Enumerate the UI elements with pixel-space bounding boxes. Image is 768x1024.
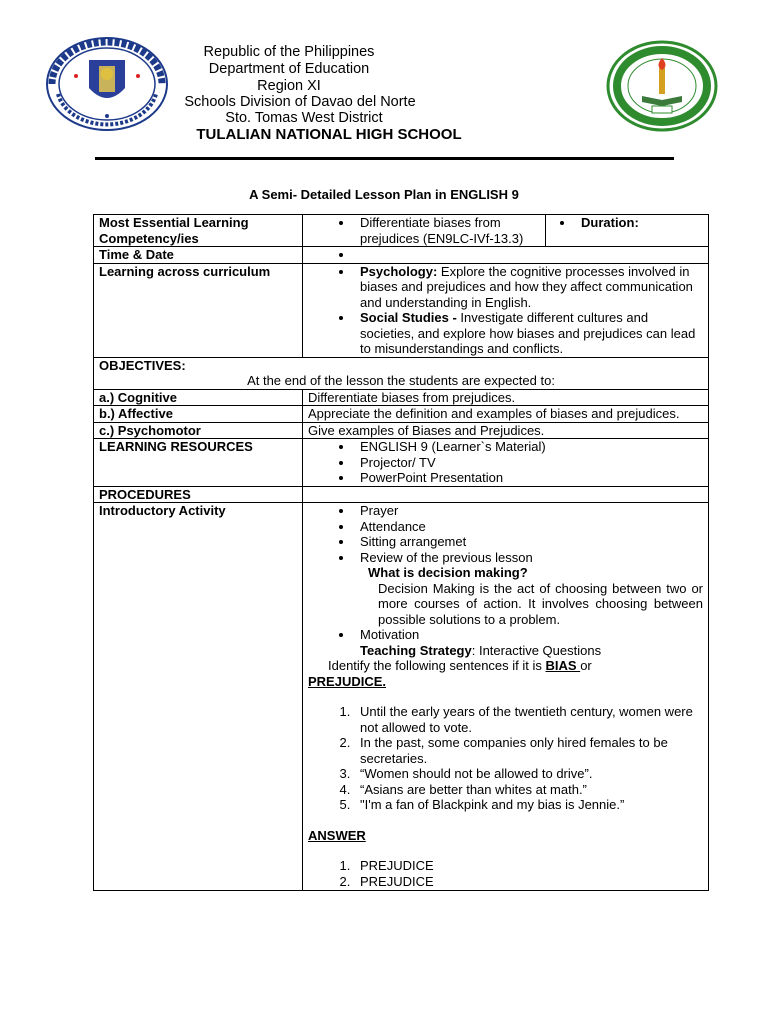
header-district: Sto. Tomas West District <box>225 110 383 126</box>
lesson-plan-title: A Semi- Detailed Lesson Plan in ENGLISH 9 <box>249 187 519 202</box>
intro-item: • Review of the previous lesson <box>354 550 703 566</box>
identify-instruction: Identify the following sentences if it is BIAS or <box>328 658 592 673</box>
table-row <box>94 389 709 406</box>
identify-prejudice: PREJUDICE. <box>308 673 387 689</box>
intro-item: • Prayer <box>354 503 703 519</box>
resource-item: • ENGLISH 9 (Learner`s Material) <box>354 439 703 455</box>
answer-label: ANSWER <box>308 827 366 843</box>
melc-value: • Differentiate biases from prejudices (EN9LC-IVf-13.3) <box>354 215 540 246</box>
sentence-item: 4. “Asians are better than whites at math.” <box>354 782 703 798</box>
resources-label: LEARNING RESOURCES <box>94 439 303 487</box>
lac-item: • Psychology: Explore the cognitive processes involved in biases and prejudices and how they affect communication and understanding in English. <box>354 264 703 311</box>
time-date-label: Time & Date <box>94 247 303 264</box>
header-division: Schools Division of Davao del Norte <box>184 94 416 110</box>
motivation-item: • Motivation <box>354 627 703 643</box>
procedures-label: PROCEDURES <box>94 486 303 503</box>
objectives-intro: At the end of the lesson the students are expected to: <box>247 373 555 388</box>
duration-label: • Duration: <box>575 215 703 231</box>
lesson-plan-table <box>93 214 709 891</box>
objective-psychomotor-label: c.) Psychomotor <box>94 422 303 439</box>
answer-item: 1. PREJUDICE <box>354 858 703 874</box>
time-date-value <box>354 247 703 263</box>
table-row <box>94 486 709 503</box>
header-republic: Republic of the Philippines <box>203 44 375 60</box>
sentence-item: 2. In the past, some companies only hired females to be secretaries. <box>354 735 703 766</box>
header-region: Region XI <box>257 78 321 94</box>
resource-item: • PowerPoint Presentation <box>354 470 703 486</box>
teaching-strategy: Teaching Strategy: Interactive Questions <box>360 642 602 658</box>
answer-item: 2. PREJUDICE <box>354 874 703 890</box>
objective-affective-label: b.) Affective <box>94 406 303 423</box>
table-row <box>94 439 709 487</box>
sentence-item: 3. “Women should not be allowed to drive”. <box>354 766 703 782</box>
resource-item: • Projector/ TV <box>354 455 703 471</box>
intro-item: • Attendance <box>354 519 703 535</box>
table-row <box>94 503 709 891</box>
lac-item: • Social Studies - Investigate different cultures and societies, and explore how biases and prejudices can lead to misunderstandings and conflicts. <box>354 310 703 357</box>
sentence-item: 5. "I'm a fan of Blackpink and my bias is Jennie.” <box>354 797 703 813</box>
objective-affective-value: Appreciate the definition and examples of biases and prejudices. <box>303 406 709 423</box>
lac-label: Learning across curriculum <box>94 263 303 357</box>
objectives-label: OBJECTIVES: <box>99 357 186 373</box>
review-question: What is decision making? <box>368 565 528 580</box>
objective-cognitive-value: Differentiate biases from prejudices. <box>303 389 709 406</box>
table-row <box>94 357 709 389</box>
introductory-activity-label: Introductory Activity <box>94 503 303 891</box>
objective-cognitive-label: a.) Cognitive <box>94 389 303 406</box>
header-school-name: TULALIAN NATIONAL HIGH SCHOOL <box>196 126 462 143</box>
table-row <box>94 247 709 264</box>
header-department: Department of Education <box>208 61 370 77</box>
intro-item: • Sitting arrangemet <box>354 534 703 550</box>
objective-psychomotor-value: Give examples of Biases and Prejudices. <box>303 422 709 439</box>
review-answer: Decision Making is the act of choosing between two or more courses of action. It involves choosing between possible solutions to a problem. <box>378 580 703 627</box>
sentence-item: 1. Until the early years of the twentieth century, women were not allowed to vote. <box>354 704 703 735</box>
header-divider <box>95 157 674 160</box>
table-row <box>94 422 709 439</box>
table-row <box>94 263 709 357</box>
school-seal-logo <box>606 40 718 132</box>
melc-label: Most Essential Learning Competency/ies <box>94 215 303 247</box>
table-row <box>94 406 709 423</box>
table-row <box>94 215 709 247</box>
